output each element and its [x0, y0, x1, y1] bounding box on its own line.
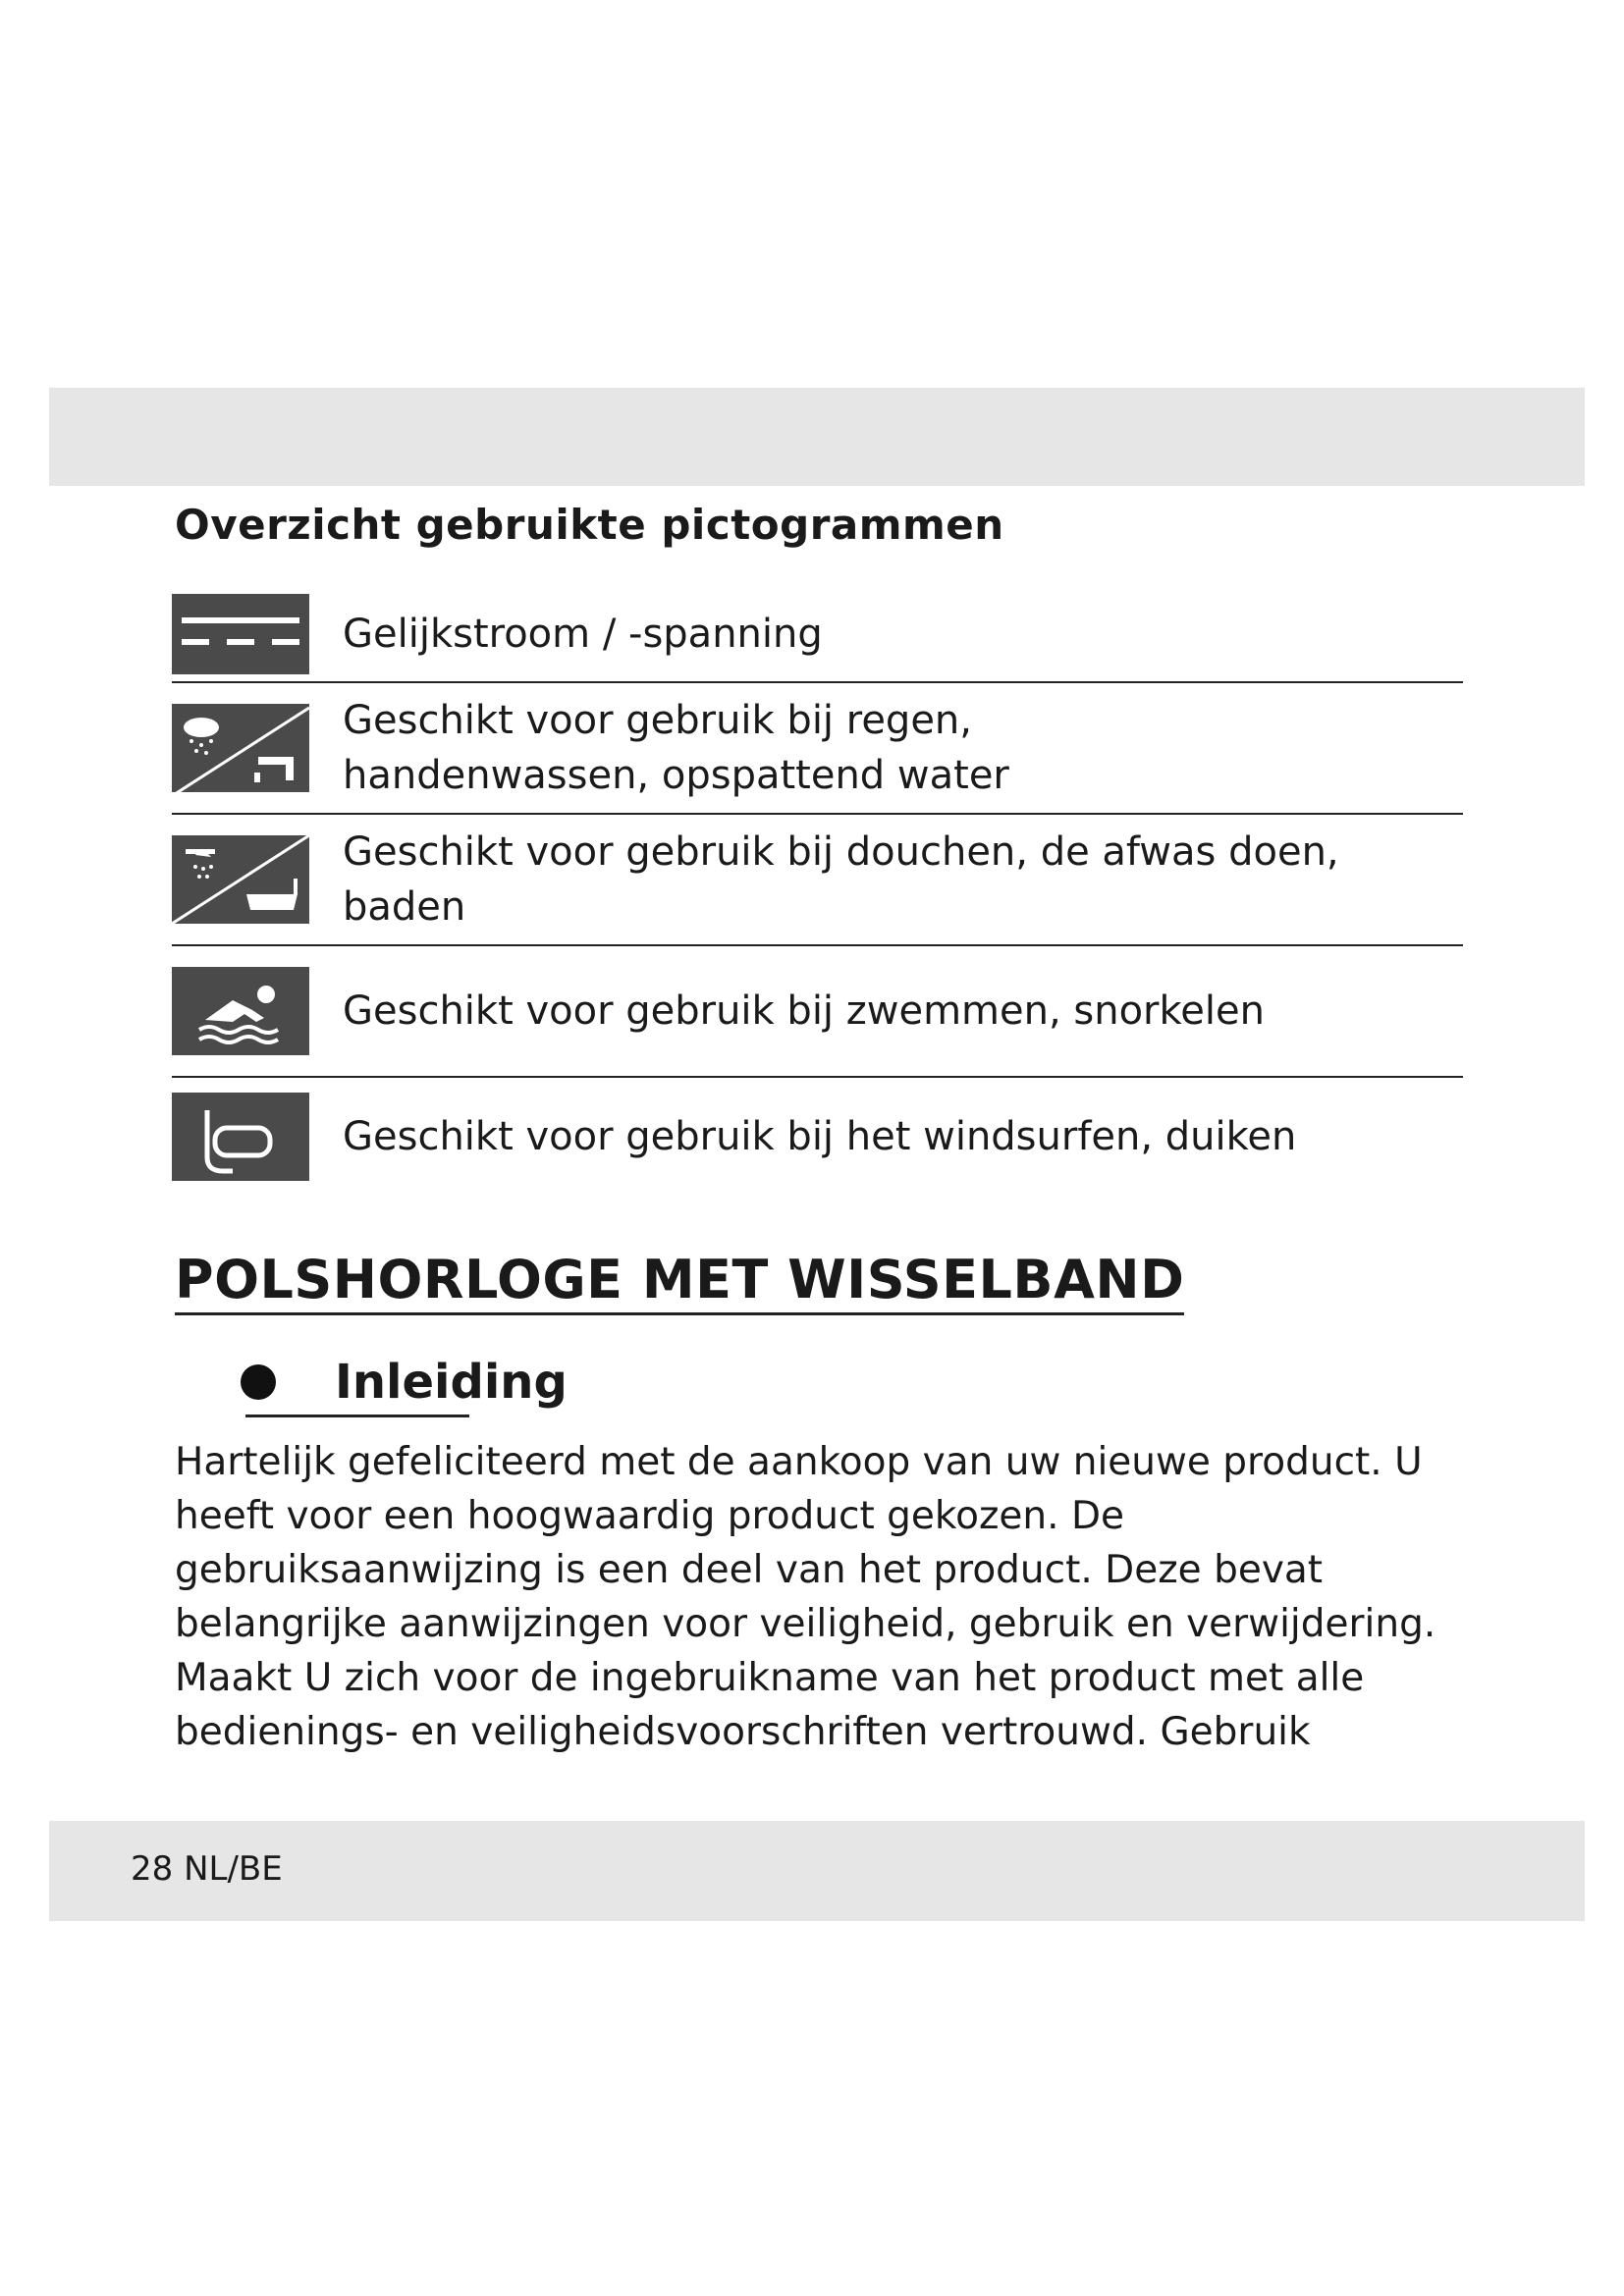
pictogram-row — [172, 587, 1463, 683]
direct-current-icon — [172, 594, 309, 674]
pictogram-label: Geschikt voor gebruik bij zwemmen, snorkelen — [343, 988, 1265, 1034]
pictogram-label: Geschikt voor gebruik bij douchen, de afwas doen, baden — [343, 829, 1339, 930]
bullet-icon — [241, 1364, 276, 1400]
diving-mask-icon — [172, 1093, 309, 1181]
pictogram-row — [172, 815, 1463, 946]
pictogram-label: Geschikt voor gebruik bij regen, handenwassen, opspattend water — [343, 698, 1009, 798]
subsection-heading — [241, 1355, 568, 1410]
subsection-underline — [245, 1415, 469, 1417]
pictogram-row — [172, 683, 1463, 815]
shower-bath-icon — [172, 835, 309, 924]
section-title: POLSHORLOGE MET WISSELBAND — [175, 1249, 1184, 1315]
intro-paragraph: Hartelijk gefeliciteerd met de aankoop van uw nieuwe product. U heeft voor een hoogwaardig product gekozen. De gebruiksaanwijzing is een deel van het product. Deze bevat belangrijke aanwijzingen voor veiligheid, gebruik en verwijdering. Maakt U zich voor de ingebruikname van het product met alle bedienings- en veiligheidsvoorschriften vertrouwd. Gebruik — [175, 1440, 1436, 1754]
subsection-title: Inleiding — [335, 1355, 568, 1410]
page-number: 28 NL/BE — [131, 1849, 283, 1889]
pictogram-table — [172, 587, 1463, 1196]
rain-handwash-icon — [172, 704, 309, 792]
pictogram-row — [172, 1078, 1463, 1196]
pictogram-overview-title: Overzicht gebruikte pictogrammen — [175, 501, 1004, 549]
pictogram-label: Gelijkstroom / -spanning — [343, 612, 823, 657]
header-band — [49, 388, 1585, 486]
swimmer-icon — [172, 967, 309, 1055]
pictogram-row — [172, 946, 1463, 1078]
pictogram-label: Geschikt voor gebruik bij het windsurfen, duiken — [343, 1114, 1297, 1159]
